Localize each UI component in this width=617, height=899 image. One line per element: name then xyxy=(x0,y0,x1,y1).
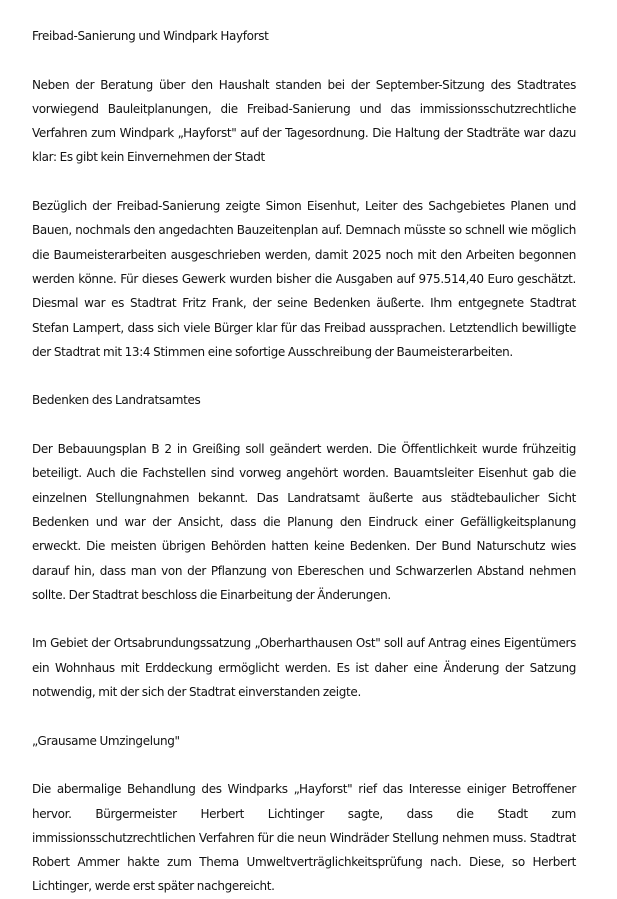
paragraph-freibad: Bezüglich der Freibad-Sanierung zeigte Simon Eisenhut, Leiter des Sachgebietes Planen und Bauen, nochmals den angedachten Bauzeitenplan auf. Demnach müsste so schnell wie möglich die Baumeisterarbeiten ausgeschrieben werden, damit 2025 noch mit den Arbeiten begonnen werden könne. Für dieses Gewerk wurden bisher die Ausgaben auf 975.514,40 Euro geschätzt. Diesmal war es Stadtrat Fritz Frank, der seine Bedenken äußerte. Ihm entgegnete Stadtrat Stefan Lampert, dass sich viele Bürger klar für das Freibad aussprachen. Letztendlich bewilligte der Stadtrat mit 13:4 Stimmen eine sofortige Ausschreibung der Baumeisterarbeiten. xyxy=(32,199,576,359)
paragraph-ortsabrundung: Im Gebiet der Ortsabrundungssatzung „Oberharthausen Ost" soll auf Antrag eines Eigentümers ein Wohnhaus mit Erddeckung ermöglicht werden. Es ist daher eine Änderung der Satzung notwendig, mit der sich der Stadtrat einverstanden zeigte. xyxy=(32,636,576,700)
paragraph-intro: Neben der Beratung über den Haushalt standen bei der September-Sitzung des Stadtrates vorwiegend Bauleitplanungen, die Freibad-Sanierung und das immissionsschutzrechtliche Verfahren zum Windpark „Hayforst" auf der Tagesordnung. Die Haltung der Stadträte war dazu klar: Es gibt kein Einvernehmen der Stadt xyxy=(32,77,576,165)
heading-umzingelung: „Grausame Umzingelung" xyxy=(32,733,180,748)
heading-freibad-windpark: Freibad-Sanierung und Windpark Hayforst xyxy=(32,29,269,43)
paragraph-bebauungsplan: Der Bebauungsplan B 2 in Greißing soll geändert werden. Die Öffentlichkeit wurde frühzeitig beteiligt. Auch die Fachstellen sind vorweg angehört worden. Bauamtsleiter Eisenhut gab die einzelnen Stellungnahmen bekannt. Das Landratsamt äußerte aus städtebaulicher Sicht Bedenken und war der Ansicht, dass die Planung den Eindruck einer Gefälligkeitsplanung erweckt. Die meisten übrigen Behörden hatten keine Bedenken. Der Bund Naturschutz wies darauf hin, dass man von der Pflanzung von Ebereschen und Schwarzerlen Abstand nehmen sollte. Der Stadtrat beschloss die Einarbeitung der Änderungen. xyxy=(32,442,576,602)
heading-landratsamt: Bedenken des Landratsamtes xyxy=(32,393,201,408)
paragraph-windpark: Die abermalige Behandlung des Windparks „Hayforst" rief das Interesse einiger Betroffener hervor. Bürgermeister Herbert Lichtinger sagte, dass die Stadt zum immissionsschutzrechtlichen Verfahren für die neun Windräder Stellung nehmen muss. Stadtrat Robert Ammer hakte zum Thema Umweltverträglichkeitsprüfung nach. Diese, so Herbert Lichtinger, werde erst später nachgereicht. xyxy=(32,782,576,894)
